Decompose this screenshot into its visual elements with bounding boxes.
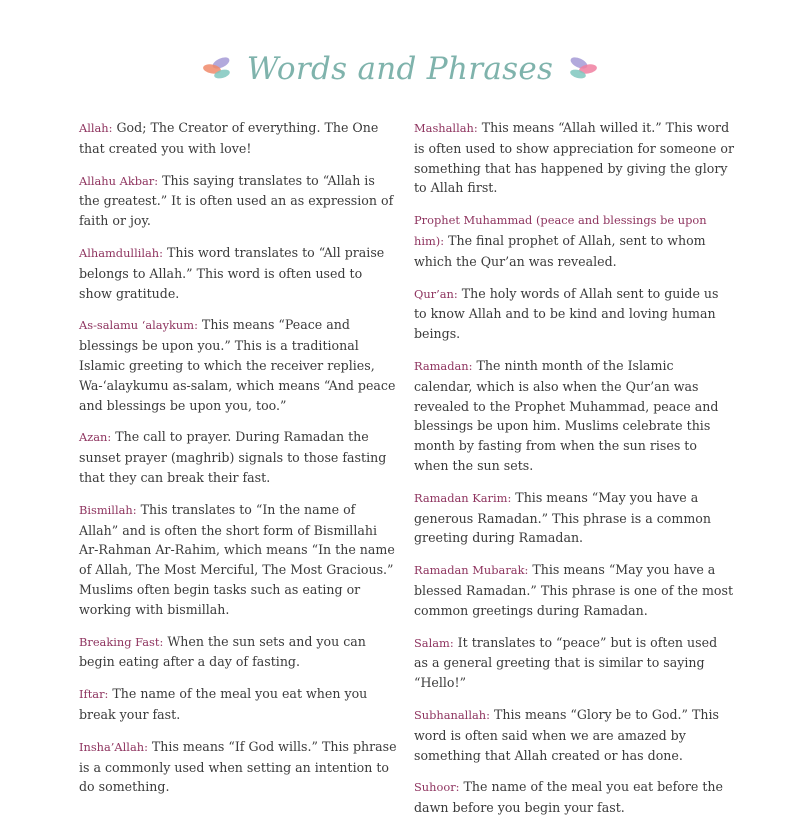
- glossary-definition: This means “May you have a generous Ramadan.” This phrase is a common greeting during Ramadan.: [414, 489, 711, 546]
- glossary-term: Alhamdullilah:: [79, 245, 163, 260]
- petal-ornament-left-icon: [201, 55, 235, 83]
- glossary-definition: The name of the meal you eat when you break your fast.: [79, 686, 368, 722]
- glossary-entry-breaking-fast: [79, 632, 397, 673]
- glossary-entry-mashallah: [414, 118, 734, 198]
- glossary-definition: The call to prayer. During Ramadan the sunset prayer (maghrib) signals to those fasting that they can break their fast.: [79, 429, 387, 485]
- glossary-right-column: [414, 118, 734, 830]
- glossary-term: Allahu Akbar:: [79, 173, 159, 188]
- glossary-definition: When the sun sets and you can begin eating after a day of fasting.: [79, 633, 366, 670]
- glossary-term: Ramadan Mubarak:: [414, 563, 529, 578]
- glossary-definition: The final prophet of Allah, sent to whom which the Qur’an was revealed.: [414, 232, 706, 269]
- glossary-term: Ramadan Karim:: [414, 490, 512, 505]
- glossary-term: Allah:: [79, 121, 113, 135]
- page-title: Words and Phrases: [246, 51, 554, 87]
- glossary-term: Suhoor:: [414, 780, 460, 795]
- glossary-term: Qur’an:: [414, 286, 458, 301]
- petal-ornament-right-icon: [565, 55, 599, 83]
- glossary-entry-inshaallah: [79, 737, 397, 797]
- glossary-entry-as-salamu-alaykum: [79, 315, 397, 415]
- glossary-definition: This translates to “In the name of Allah” and is often the short form of Bismillahi Ar-Rahman Ar-Rahim, which means “In the name of Allah, The Most Merciful, The Most Gracious.” Muslims often begin tasks such as eating or working with bismillah.: [79, 501, 395, 617]
- glossary-entry-alhamdullilah: [79, 243, 397, 303]
- glossary-term: Bismillah:: [79, 502, 137, 517]
- glossary-term: Ramadan:: [414, 358, 473, 373]
- glossary-term: As-salamu ‘alaykum:: [79, 318, 198, 333]
- glossary-left-column: [79, 118, 397, 809]
- glossary-entry-subhanallah: [414, 705, 734, 765]
- glossary-definition: God; The Creator of everything. The One that created you with love!: [79, 120, 379, 156]
- glossary-entry-azan: [79, 427, 397, 487]
- glossary-entry-allah: [79, 118, 397, 159]
- glossary-definition: The name of the meal you eat before the dawn before you begin your fast.: [414, 779, 723, 816]
- glossary-term: Prophet Muhammad (peace and blessings be upon him):: [414, 213, 707, 248]
- glossary-entry-prophet-muhammad: [414, 210, 734, 271]
- glossary-definition: The holy words of Allah sent to guide us to know Allah and to be kind and loving human beings.: [414, 285, 719, 342]
- page-header: [0, 44, 800, 94]
- glossary-term: Salam:: [414, 635, 454, 650]
- glossary-entry-suhoor: [414, 777, 734, 818]
- glossary-term: Subhanallah:: [414, 707, 490, 722]
- glossary-term: Azan:: [79, 430, 112, 445]
- glossary-definition: This means “Glory be to God.” This word is often said when we are amazed by something that Allah created or has done.: [414, 706, 719, 763]
- glossary-entry-quran: [414, 284, 734, 344]
- glossary-entry-allahu-akbar: [79, 171, 397, 231]
- glossary-definition: This saying translates to “Allah is the greatest.” It is often used an as expression of faith or joy.: [79, 172, 394, 229]
- glossary-definition: The ninth month of the Islamic calendar, which is also when the Qur’an was revealed to the Prophet Muhammad, peace and blessings be upon him. Muslims celebrate this month by fasting from when the sun rises to when the sun sets.: [414, 357, 719, 473]
- glossary-term: Insha’Allah:: [79, 739, 148, 754]
- glossary-definition: This means “Peace and blessings be upon you.” This is a traditional Islamic greeting to which the receiver replies, Wa-‘alaykumu as-salam, which means “And peace and blessings be upon you, too.”: [79, 317, 396, 413]
- glossary-entry-ramadan-karim: [414, 488, 734, 548]
- glossary-definition: This means “Allah willed it.” This word is often used to show appreciation for someone or something that has happened by giving the glory to Allah first.: [414, 120, 734, 196]
- glossary-entry-salam: [414, 633, 734, 693]
- glossary-entry-iftar: [79, 684, 397, 725]
- glossary-term: Mashallah:: [414, 121, 478, 135]
- glossary-entry-ramadan-mubarak: [414, 560, 734, 620]
- glossary-definition: This means “May you have a blessed Ramadan.” This phrase is one of the most common greetings during Ramadan.: [414, 562, 734, 618]
- glossary-term: Iftar:: [79, 687, 109, 702]
- glossary-definition: This word translates to “All praise belongs to Allah.” This word is often used to show gratitude.: [79, 244, 385, 301]
- glossary-entry-ramadan: [414, 356, 734, 476]
- glossary-definition: It translates to “peace” but is often used as a general greeting that is similar to saying “Hello!”: [414, 634, 718, 691]
- glossary-term: Breaking Fast:: [79, 634, 164, 649]
- glossary-entry-bismillah: [79, 500, 397, 620]
- glossary-definition: This means “If God wills.” This phrase is a commonly used when setting an intention to do something.: [79, 738, 397, 795]
